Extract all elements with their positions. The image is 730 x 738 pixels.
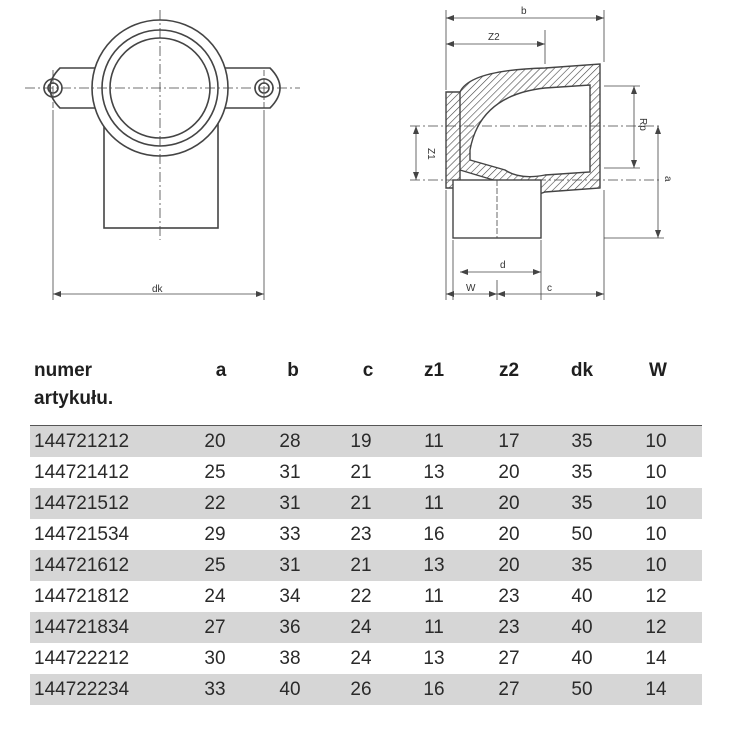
cell-number: 144721534 xyxy=(34,524,130,545)
cell-z2: 17 xyxy=(498,431,520,452)
cell-b: 28 xyxy=(279,431,301,452)
c-label: c xyxy=(547,283,552,294)
cell-w: 14 xyxy=(645,648,667,669)
cell-dk: 35 xyxy=(571,462,593,483)
cell-dk: 35 xyxy=(571,431,593,452)
z1-label: Z1 xyxy=(425,148,436,160)
cell-z1: 11 xyxy=(424,617,444,638)
cell-c: 22 xyxy=(350,586,372,607)
cell-w: 14 xyxy=(645,679,667,700)
cell-dk: 50 xyxy=(571,679,593,700)
table-row xyxy=(30,488,702,519)
cell-z1: 11 xyxy=(424,431,444,452)
cell-b: 34 xyxy=(279,586,301,607)
b-label: b xyxy=(521,6,527,17)
cell-z2: 27 xyxy=(498,648,520,669)
table-row xyxy=(30,457,702,488)
cell-a: 29 xyxy=(204,524,226,545)
cell-c: 26 xyxy=(350,679,372,700)
cell-w: 12 xyxy=(645,617,667,638)
table-row xyxy=(30,426,702,457)
w-label: W xyxy=(466,283,476,294)
cell-number: 144722212 xyxy=(34,648,130,669)
cell-z2: 20 xyxy=(498,524,520,545)
table-row xyxy=(30,581,702,612)
cell-number: 144721812 xyxy=(34,586,130,607)
cell-z2: 20 xyxy=(498,462,520,483)
cell-b: 33 xyxy=(279,524,301,545)
cell-number: 144721412 xyxy=(34,462,130,483)
header-z2: z2 xyxy=(498,360,520,381)
cell-z1: 16 xyxy=(423,679,445,700)
table-row xyxy=(30,550,702,581)
header-article-number xyxy=(34,357,113,413)
cell-a: 25 xyxy=(204,555,226,576)
cell-number: 144721512 xyxy=(34,493,130,514)
dk-label: dk xyxy=(152,284,163,295)
cell-z1: 11 xyxy=(424,493,444,514)
cell-w: 10 xyxy=(645,555,667,576)
cell-a: 33 xyxy=(204,679,226,700)
cell-z2: 20 xyxy=(498,493,520,514)
cell-w: 10 xyxy=(645,493,667,514)
table-row xyxy=(30,612,702,643)
table-row xyxy=(30,674,702,705)
a-label: a xyxy=(662,176,673,182)
cell-w: 10 xyxy=(645,524,667,545)
table-row xyxy=(30,643,702,674)
cell-a: 20 xyxy=(204,431,226,452)
cell-dk: 50 xyxy=(571,524,593,545)
cell-a: 30 xyxy=(204,648,226,669)
cell-z1: 13 xyxy=(423,462,445,483)
cell-c: 21 xyxy=(350,462,372,483)
cell-z2: 23 xyxy=(498,586,520,607)
cell-z1: 13 xyxy=(423,648,445,669)
header-c: c xyxy=(362,360,374,381)
d-label: d xyxy=(500,260,506,271)
fitting-drawing-svg xyxy=(0,0,730,345)
cell-c: 21 xyxy=(350,555,372,576)
cell-a: 27 xyxy=(204,617,226,638)
cell-c: 21 xyxy=(350,493,372,514)
cell-z2: 27 xyxy=(498,679,520,700)
cell-b: 31 xyxy=(279,493,301,514)
cell-b: 38 xyxy=(279,648,301,669)
cell-number: 144721612 xyxy=(34,555,130,576)
header-w: W xyxy=(649,360,667,381)
header-dk: dk xyxy=(570,360,594,381)
cell-w: 10 xyxy=(645,462,667,483)
cell-number: 144721834 xyxy=(34,617,130,638)
header-a: a xyxy=(215,360,227,381)
cell-a: 24 xyxy=(204,586,226,607)
cell-a: 22 xyxy=(204,493,226,514)
table-row xyxy=(30,519,702,550)
cell-z1: 11 xyxy=(424,586,444,607)
cell-number: 144721212 xyxy=(34,431,130,452)
cell-dk: 40 xyxy=(571,648,593,669)
cell-c: 23 xyxy=(350,524,372,545)
z2-label: Z2 xyxy=(488,32,500,43)
header-z1: z1 xyxy=(423,360,445,381)
cell-z2: 23 xyxy=(498,617,520,638)
cell-w: 12 xyxy=(645,586,667,607)
cell-b: 31 xyxy=(279,462,301,483)
cell-b: 36 xyxy=(279,617,301,638)
header-b: b xyxy=(287,360,299,381)
cell-number: 144722234 xyxy=(34,679,130,700)
cell-dk: 40 xyxy=(571,586,593,607)
cell-z1: 13 xyxy=(423,555,445,576)
rp-label: Rp xyxy=(637,118,648,131)
cell-w: 10 xyxy=(645,431,667,452)
table-header xyxy=(30,355,702,425)
side-view xyxy=(410,10,664,300)
header-number-line1: numer xyxy=(34,360,93,381)
front-view xyxy=(25,10,300,300)
cell-a: 25 xyxy=(204,462,226,483)
cell-dk: 35 xyxy=(571,493,593,514)
cell-c: 24 xyxy=(350,648,372,669)
cell-dk: 40 xyxy=(571,617,593,638)
cell-b: 40 xyxy=(279,679,301,700)
technical-drawing xyxy=(0,0,730,345)
cell-dk: 35 xyxy=(571,555,593,576)
dimensions-table xyxy=(30,355,702,700)
cell-z1: 16 xyxy=(423,524,445,545)
cell-c: 19 xyxy=(350,431,372,452)
table-body xyxy=(30,426,702,705)
cell-z2: 20 xyxy=(498,555,520,576)
header-number-line2: artykułu. xyxy=(34,388,114,409)
cell-b: 31 xyxy=(279,555,301,576)
cell-c: 24 xyxy=(350,617,372,638)
